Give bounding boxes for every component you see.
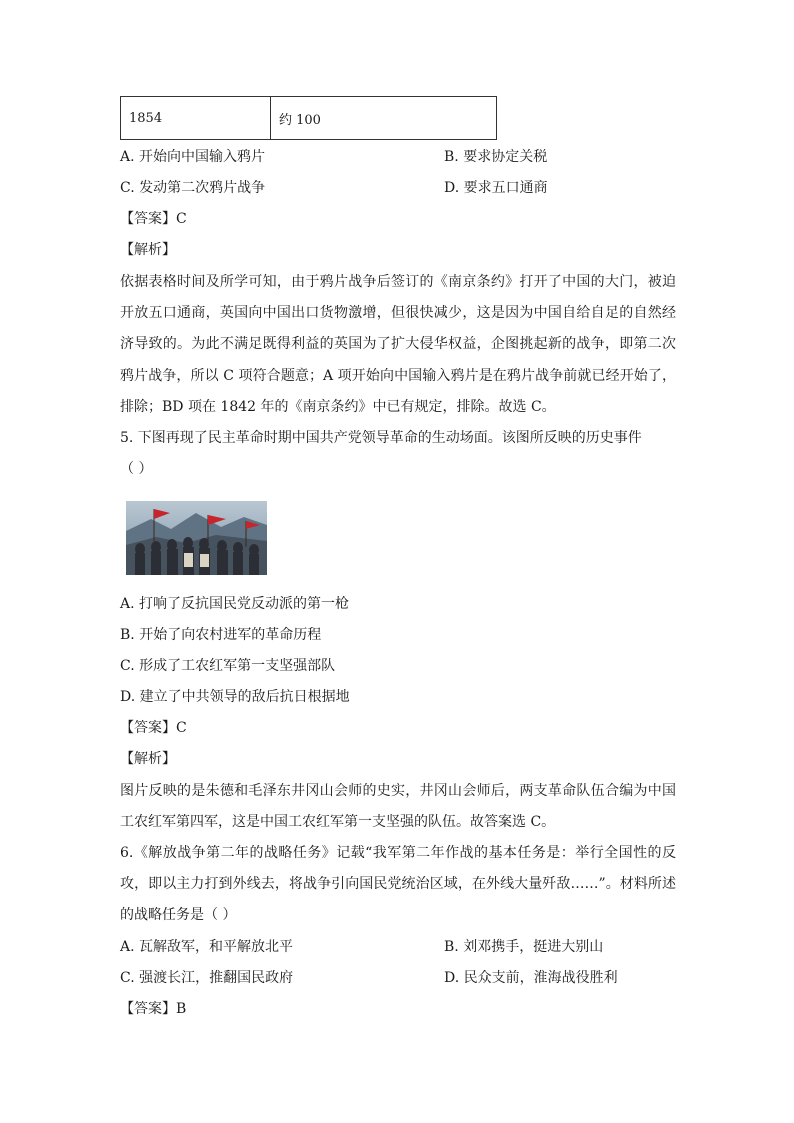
q5-stem-bracket: （ ） [120, 461, 153, 477]
q4-analysis-text: 依据表格时间及所学可知，由于鸦片战争后签订的《南京条约》打开了中国的大门，被迫开放五口通商，英国向中国出口货物激增，但很快减少，这是因为中国自给自足的自然经济导致的。为此不满足既得利益的英国为了扩大侵华权益，企图挑起新的战争，即第二次鸦片战争，所以 C 项符合题意；A 项开始向中国输入鸦片是在鸦片战争前就已经开始了，排除；BD 项在 1842 年的《南京条约》中已有规定，排除。故选 C。 [120, 274, 676, 415]
q5-stem: 5. 下图再现了民主革命时期中国共产党领导革命的生动场面。该图所反映的历史事件 [120, 430, 642, 446]
q6-answer: 【答案】B [120, 1001, 187, 1017]
q6-option-a: A. 瓦解敌军，和平解放北平 [120, 939, 294, 955]
q6-option-d: D. 民众支前，淮海战役胜利 [444, 970, 618, 986]
table-cell-year: 1854 [121, 97, 271, 140]
q5-option-c: C. 形成了工农红军第一支坚强部队 [120, 658, 336, 674]
q4-answer: 【答案】C [120, 211, 187, 227]
q6-option-b: B. 刘邓携手，挺进大别山 [444, 939, 604, 955]
data-table [120, 96, 497, 140]
q6-stem: 6.《解放战争第二年的战略任务》记载“我军第二年作战的基本任务是：举行全国性的反攻，即以主力打到外线去，将战争引向国民党统治区域，在外线大量歼敌……”。材料所述的战略任务是（ ） [120, 845, 676, 924]
q4-option-d: D. 要求五口通商 [444, 180, 548, 196]
historical-painting-image [126, 501, 267, 575]
table-cell-value: 约 100 [271, 97, 497, 140]
q5-answer: 【答案】C [120, 720, 187, 736]
q4-option-c: C. 发动第二次鸦片战争 [120, 180, 266, 196]
q4-analysis-label: 【解析】 [120, 242, 176, 258]
q5-option-d: D. 建立了中共领导的敌后抗日根据地 [120, 689, 350, 705]
q6-option-c: C. 强渡长江，推翻国民政府 [120, 970, 294, 986]
q5-analysis-label: 【解析】 [120, 751, 176, 767]
q4-option-b: B. 要求协定关税 [444, 149, 548, 165]
q5-analysis-text: 图片反映的是朱德和毛泽东井冈山会师的史实，井冈山会师后，两支革命队伍合编为中国工农红军第四军，这是中国工农红军第一支坚强的队伍。故答案选 C。 [120, 783, 676, 831]
q5-option-b: B. 开始了向农村进军的革命历程 [120, 627, 322, 643]
q4-option-a: A. 开始向中国输入鸦片 [120, 149, 266, 165]
q5-option-a: A. 打响了反抗国民党反动派的第一枪 [120, 596, 350, 612]
table-row [121, 97, 497, 140]
